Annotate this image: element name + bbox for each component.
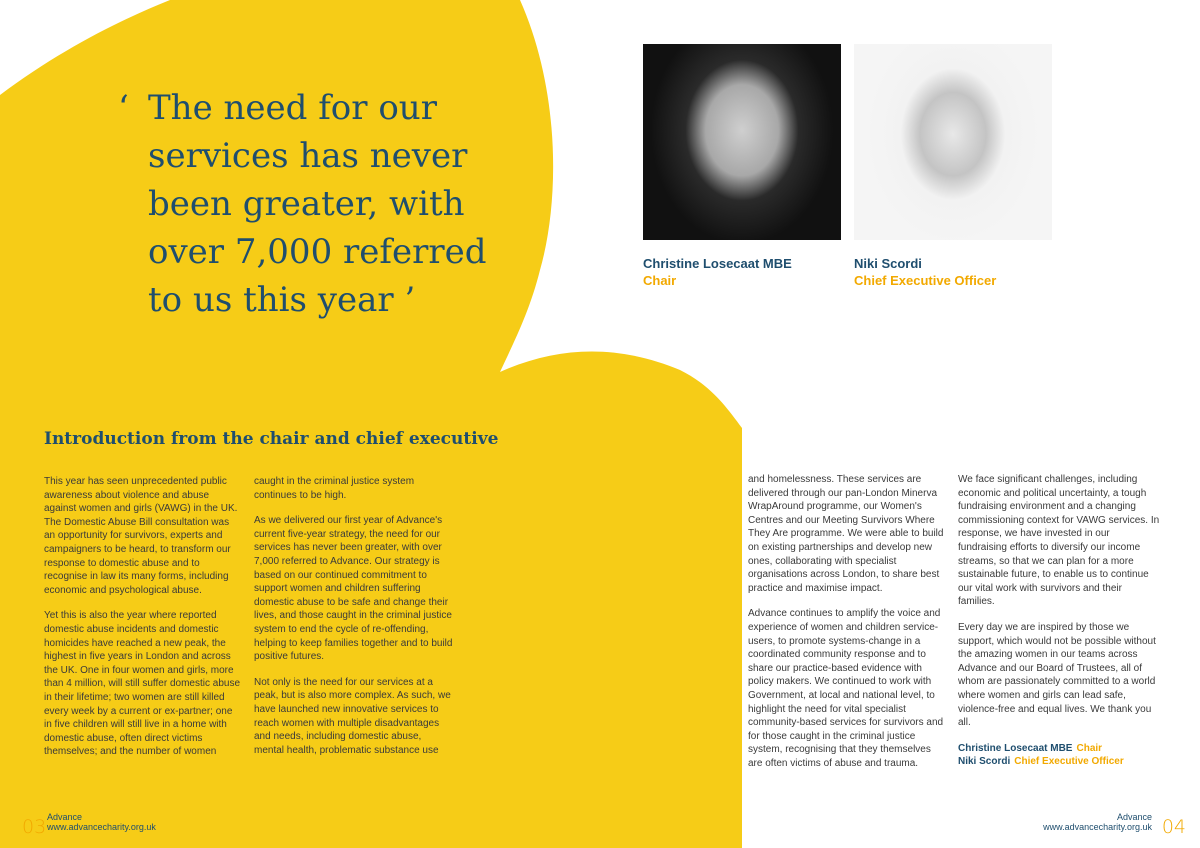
text-column-1 <box>44 475 240 771</box>
paragraph: We face significant challenges, including economic and political uncertainty, a tough fundraising environment and a changing commissioning context for VAWG services. In response, we have invested in our fundraising efforts to diversify our income streams, so that we can plan for a more sustainable future, to enable us to continue our vital work with survivors and their families. <box>958 474 1160 608</box>
signature-name: Christine Losecaat MBE <box>958 742 1073 754</box>
footer-url[interactable]: www.advancecharity.org.uk <box>47 822 156 832</box>
footer-right <box>1043 812 1152 832</box>
page-number-left: 03 <box>22 816 47 838</box>
paragraph: Yet this is also the year where reported domestic abuse incidents and domestic homicides have reached a new peak, the highest in five years in London and across the UK. One in four women and girls, more than 4 million, will still suffer domestic abuse in their lifetime; two women are still killed every week by a current or ex-partner; one in five children will still live in a home with domestic abuse, often direct victims themselves; and the number of women <box>44 610 241 758</box>
footer-org: Advance <box>47 812 83 822</box>
signature-chair <box>958 742 1160 756</box>
paragraph: Advance continues to amplify the voice and experience of women and children service-users, to promote systems-change in a coordinated community response and to share our practice-based evidence with policy makers. We continued to work with Government, at local and national level, to highlight the need for vital specialist community-based services for survivors and for those caught in the criminal justice system, recognising that they themselves are often victims of abuse and trauma. <box>748 608 944 769</box>
person-name-ceo: Niki Scordi <box>854 256 922 271</box>
paragraph: As we delivered our first year of Advance's current five-year strategy, the need for our services has never been greater, with over 7,000 referred to Advance. Our strategy is based on our continued commitment to support women and children suffering domestic abuse to be safe and change their lives, and those caught in the criminal justice system to end the cycle of re-offending, helping to keep families together and to build positive futures. <box>254 515 453 663</box>
page-number-right: 04 <box>1161 816 1186 838</box>
pull-quote <box>118 84 518 324</box>
person-role-ceo: Chief Executive Officer <box>854 273 997 288</box>
text-column-4 <box>958 473 1160 769</box>
paragraph: This year has seen unprecedented public awareness about violence and abuse against women and girls (VAWG) in the UK. The Domestic Abuse Bill consultation was an opportunity for survivors, experts and campaigners to be heard, to transform our response to domestic abuse and to recognise in law its many forms, including economic and psychological abuse. <box>44 476 238 596</box>
christine-portrait-photo <box>643 44 841 240</box>
paragraph: caught in the criminal justice system continues to be high. <box>254 476 415 501</box>
footer-org: Advance <box>1116 812 1152 822</box>
paragraph: Not only is the need for our services at a peak, but is also more complex. As such, we have launched new innovative services to reach women with multiple disadvantages and needs, including domestic abuse, mental health, problematic substance use <box>254 676 451 756</box>
footer-url[interactable]: www.advancecharity.org.uk <box>1043 822 1152 832</box>
signature-name: Niki Scordi <box>958 756 1011 768</box>
text-column-3 <box>748 473 946 782</box>
text-column-2 <box>254 475 454 769</box>
paragraph: and homelessness. These services are delivered through our pan-London Minerva WrapAround programme, our Women's Centres and our Meeting Survivors Where They Are programme. We were able to build on existing partnerships and develop new ones, collaborating with specialist organisations across London, to share best practice and maximise impact. <box>748 474 944 594</box>
section-heading: Introduction from the chair and chief executive <box>44 429 499 449</box>
pull-quote-text: The need for our services has never been greater, with over 7,000 referred to us this year ’ <box>148 88 487 320</box>
person-name-chair: Christine Losecaat MBE <box>643 256 792 271</box>
signature-role: Chief Executive Officer <box>1014 756 1124 768</box>
paragraph: Every day we are inspired by those we support, which would not be possible without the amazing women in our teams across Advance and our Board of Trustees, all of whom are passionately committed to a world where women and girls can lead safe, violence-free and equal lives. We thank you all. <box>958 621 1156 729</box>
signature-role: Chair <box>1076 742 1103 754</box>
person-role-chair: Chair <box>643 273 677 288</box>
niki-portrait-photo <box>854 44 1052 240</box>
open-quote-mark: ‘ <box>118 88 129 128</box>
signature-ceo <box>958 755 1160 769</box>
footer-left <box>47 812 156 832</box>
